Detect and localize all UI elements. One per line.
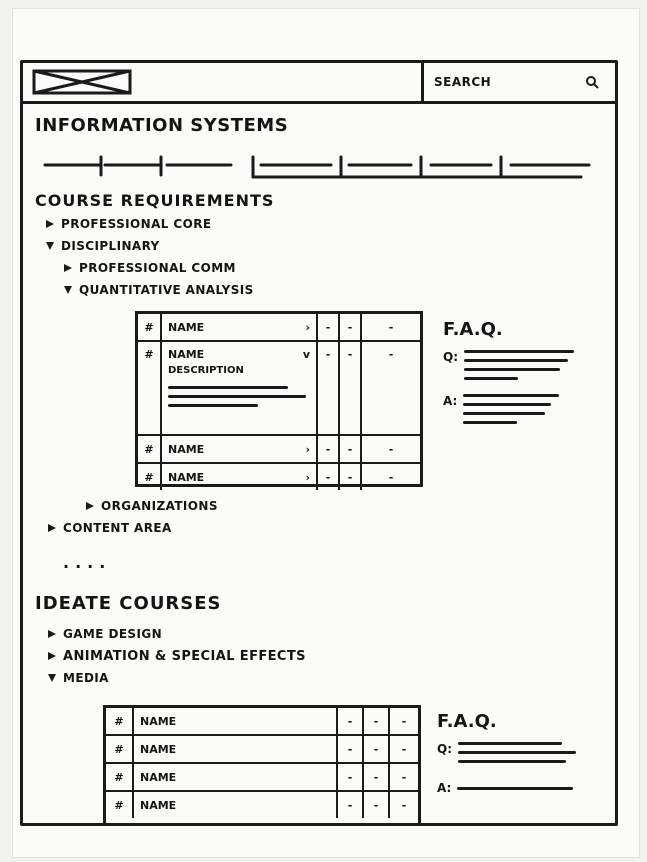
table-row[interactable]: # NAME › - - -	[138, 464, 420, 490]
requirements-tree	[45, 213, 254, 301]
faq-heading: F.A.Q.	[437, 711, 497, 732]
chevron-right-icon	[47, 523, 57, 533]
expand-icon[interactable]: ›	[305, 320, 310, 334]
logo-placeholder[interactable]	[31, 69, 133, 95]
faq-question[interactable]: Q:	[443, 350, 574, 380]
faq-heading: F.A.Q.	[443, 319, 503, 340]
ideate-tree	[47, 623, 306, 689]
tree-item-quantitative-analysis[interactable]: QUANTITATIVE ANALYSIS	[63, 279, 254, 301]
table-row-expanded[interactable]: # NAME v DESCRIPTION - - -	[138, 342, 420, 436]
requirements-tree-more	[85, 495, 218, 517]
chevron-right-icon	[45, 219, 55, 229]
search-box[interactable]	[421, 63, 611, 101]
chevron-right-icon	[85, 501, 95, 511]
header	[23, 63, 615, 104]
tree-item-game-design[interactable]: GAME DESIGN	[47, 623, 306, 645]
tree-item-animation[interactable]: ANIMATION & SPECIAL EFFECTS	[47, 645, 306, 667]
ideate-table	[103, 705, 421, 826]
table-row[interactable]: # NAME › - - -	[138, 314, 420, 342]
expand-icon[interactable]: ›	[305, 470, 310, 484]
course-requirements-heading: COURSE REQUIREMENTS	[35, 191, 275, 210]
chevron-right-icon	[47, 651, 57, 661]
logo-icon	[31, 69, 133, 95]
ideate-courses-heading: IDEATE COURSES	[35, 593, 222, 614]
expand-icon[interactable]: ›	[305, 442, 310, 456]
tree-item-disciplinary[interactable]: DISCIPLINARY	[45, 235, 254, 257]
table-row[interactable]: # NAME › - - -	[138, 436, 420, 464]
table-row[interactable]: # NAME - - -	[106, 736, 418, 764]
faq-panel-2	[437, 711, 576, 795]
more-indicator: ....	[63, 553, 112, 572]
tree-item-professional-comm[interactable]: PROFESSIONAL COMM	[63, 257, 254, 279]
description-label: DESCRIPTION	[168, 365, 244, 376]
tree-item-organizations[interactable]: ORGANIZATIONS	[85, 495, 218, 517]
search-input-label: SEARCH	[434, 75, 492, 89]
collapse-icon[interactable]: v	[302, 348, 310, 361]
faq-panel	[443, 319, 574, 424]
chevron-down-icon	[63, 285, 73, 295]
course-table	[135, 311, 423, 487]
page-title: INFORMATION SYSTEMS	[35, 115, 289, 136]
faq-question[interactable]: Q:	[437, 742, 576, 763]
faq-answer: A:	[437, 781, 576, 795]
tree-item-media[interactable]: MEDIA	[47, 667, 306, 689]
tree-item-professional-core[interactable]: PROFESSIONAL CORE	[45, 213, 254, 235]
tree-item-content-area[interactable]: CONTENT AREA	[47, 517, 172, 539]
requirements-tree-more-2	[47, 517, 172, 539]
chevron-down-icon	[45, 241, 55, 251]
tab-strip[interactable]	[41, 153, 601, 179]
chevron-right-icon	[63, 263, 73, 273]
chevron-right-icon	[47, 629, 57, 639]
table-row[interactable]: # NAME - - -	[106, 708, 418, 736]
page-frame	[20, 60, 618, 826]
table-row[interactable]: # NAME - - -	[106, 792, 418, 818]
search-icon[interactable]	[585, 75, 599, 89]
table-row[interactable]: # NAME - - -	[106, 764, 418, 792]
faq-answer: A:	[443, 394, 574, 424]
chevron-down-icon	[47, 673, 57, 683]
